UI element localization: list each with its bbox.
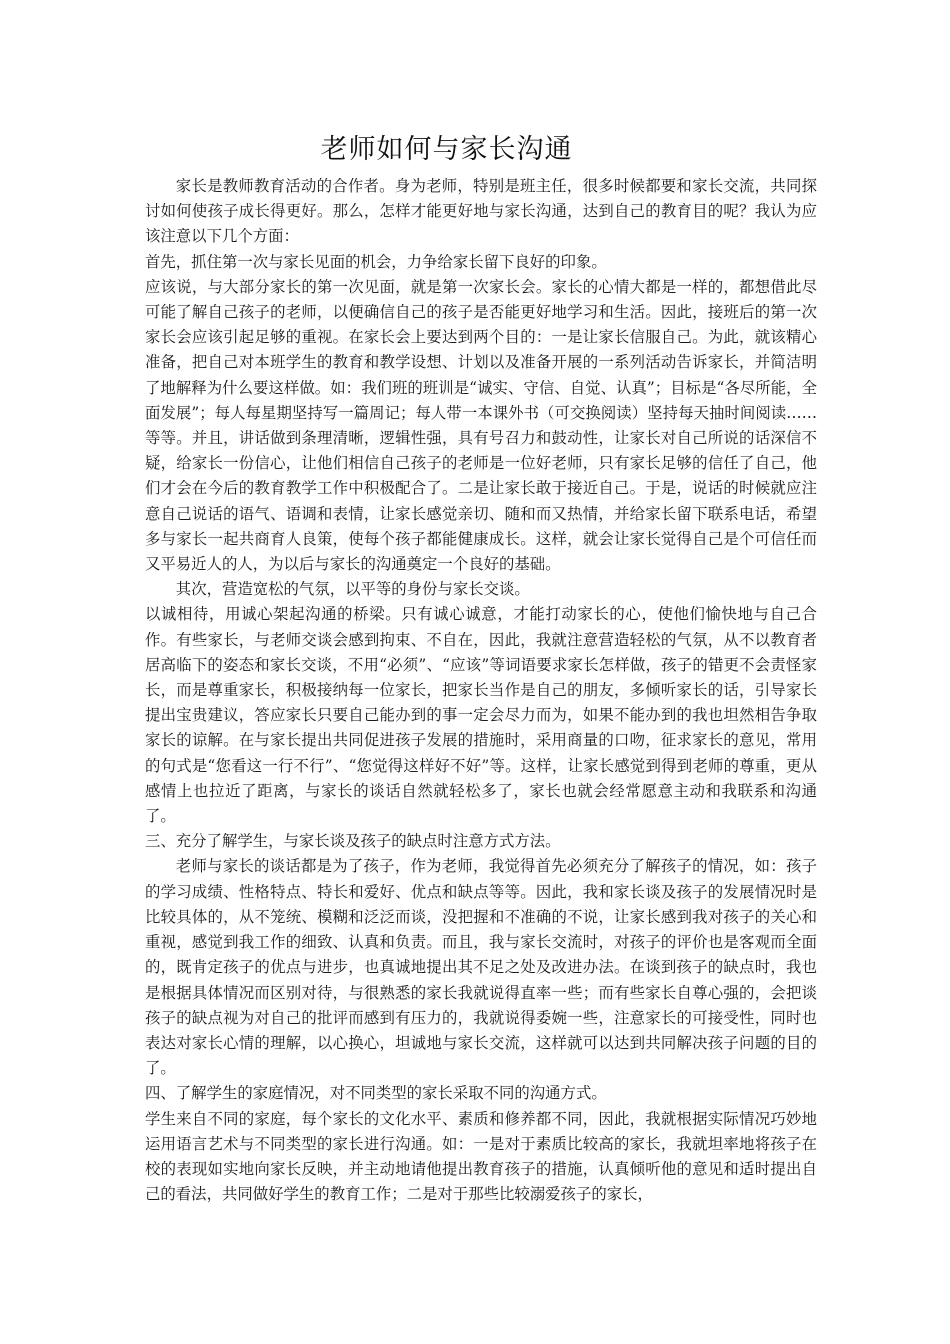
paragraph-sincerity: 以诚相待，用诚心架起沟通的桥梁。只有诚心诚意，才能打动家长的心，使他们愉快地与自己合作。有些家长，与老师交谈会感到拘束、不自在，因此，我就注意营造轻松的气氛，从不以教育者居高临下的姿态和家长交谈，不用“必须”、“应该”等词语要求家长怎样做，孩子的错更不会责怪家长，而是尊重家长，积极接纳每一位家长，把家长当作是自己的朋友，多倾听家长的话，引导家长提出宝贵建议，答应家长只要自己能办到的事一定会尽力而为，如果不能办到的我也坦然相告争取家长的谅解。在与家长提出共同促进孩子发展的措施时，采用商量的口吻，征求家长的意见，常用的句式是“您看这一行不行”、“您觉得这样好不好”等。这样，让家长感觉到得到老师的尊重，更从感情上也拉近了距离，与家长的谈话自然就轻松多了，家长也就会经常愿意主动和我联系和沟通了。 xyxy=(145,605,817,826)
paragraph-heading-first: 首先，抓住第一次与家长见面的机会，力争给家长留下良好的印象。 xyxy=(145,252,607,271)
paragraph-understand-students: 老师与家长的谈话都是为了孩子，作为老师，我觉得首先必须充分了解孩子的情况，如：孩子的学习成绩、性格特点、特长和爱好、优点和缺点等等。因此，我和家长谈及孩子的发展情况时是比较具体的，从不笼统、模糊和泛泛而谈，没把握和不准确的不说，让家长感到我对孩子的关心和重视，感觉到我工作的细致、认真和负责。而且，我与家长交流时，对孩子的评价也是客观而全面的，既肯定孩子的优点与进步，也真诚地提出其不足之处及改进办法。在谈到孩子的缺点时，我也是根据具体情况而区别对待，与很熟悉的家长我就说得直率一些；而有些家长自尊心强的，会把谈孩子的缺点视为对自己的批评而感到有压力的，我就说得委婉一些，注意家长的可接受性，同时也表达对家长心情的理解，以心换心，坦诚地与家长交流，这样就可以达到共同解决孩子问题的目的了。 xyxy=(145,857,817,1078)
paragraph-heading-second: 其次，营造宽松的气氛，以平等的身份与家长交谈。 xyxy=(175,580,530,599)
paragraph-intro: 家长是教师教育活动的合作者。身为老师，特别是班主任，很多时候都要和家长交流，共同探讨如何使孩子成长得更好。那么，怎样才能更好地与家长沟通，达到自己的教育目的呢？我认为应该注意以下几个方面： xyxy=(145,177,817,246)
paragraph-family-situation: 学生来自不同的家庭，每个家长的文化水平、素质和修养都不同，因此，我就根据实际情况巧妙地运用语言艺术与不同类型的家长进行沟通。如：一是对于素质比较高的家长，我就坦率地将孩子在校的表现如实地向家长反映，并主动地请他提出教育孩子的措施，认真倾听他的意见和适时提出自己的看法，共同做好学生的教育工作；二是对于那些比较溺爱孩子的家长， xyxy=(145,1109,817,1204)
document-body xyxy=(145,174,817,1207)
document-title: 老师如何与家长沟通 xyxy=(320,134,573,165)
paragraph-heading-third: 三、充分了解学生，与家长谈及孩子的缺点时注意方式方法。 xyxy=(145,832,561,851)
paragraph-first-meeting: 应该说，与大部分家长的第一次见面，就是第一次家长会。家长的心情大都是一样的，都想借此尽可能了解自己孩子的老师，以便确信自己的孩子是否能更好地学习和生活。因此，接班后的第一次家长会应该引起足够的重视。在家长会上要达到两个目的：一是让家长信服自己。为此，就该精心准备，把自己对本班学生的教育和教学设想、计划以及准备开展的一系列活动告诉家长，并简洁明了地解释为什么要这样做。如：我们班的班训是“诚实、守信、自觉、认真”；目标是“各尽所能，全面发展”；每人每星期坚持写一篇周记；每人带一本课外书（可交换阅读）坚持每天抽时间阅读……等等。并且，讲话做到条理清晰，逻辑性强，具有号召力和鼓动性，让家长对自己所说的话深信不疑，给家长一份信心，让他们相信自己孩子的老师是一位好老师，只有家长足够的信任了自己，他们才会在今后的教育教学工作中积极配合了。二是让家长敢于接近自己。于是，说话的时候就应注意自己说话的语气、语调和表情，让家长感觉亲切、随和而又热情，并给家长留下联系电话，希望多与家长一起共商育人良策，使每个孩子都能健康成长。这样，就会让家长觉得自己是个可信任而又平易近人的人，为以后与家长的沟通奠定一个良好的基础。 xyxy=(145,277,817,574)
paragraph-heading-fourth: 四、了解学生的家庭情况，对不同类型的家长采取不同的沟通方式。 xyxy=(145,1084,607,1103)
